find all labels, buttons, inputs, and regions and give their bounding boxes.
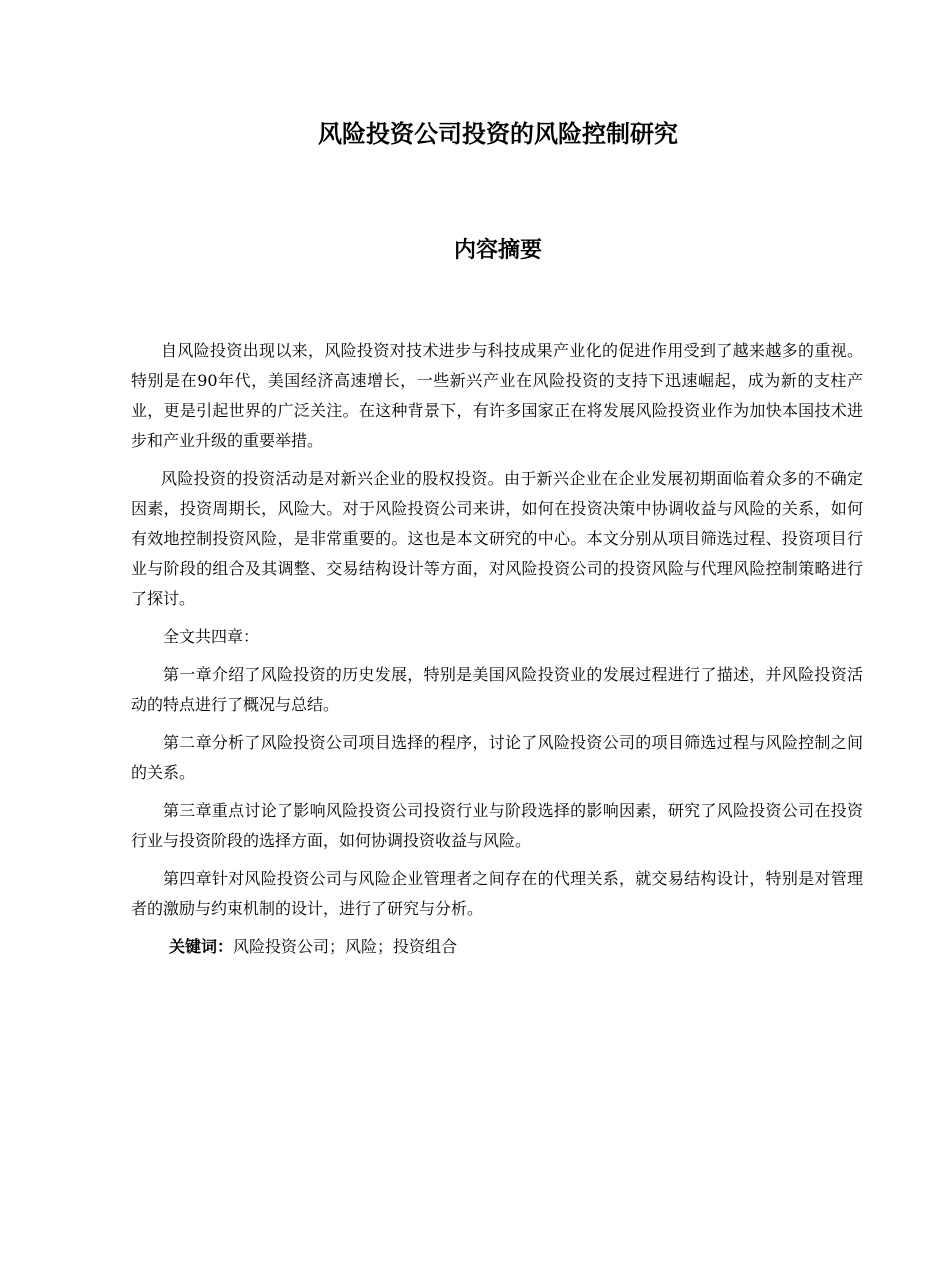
keywords-label: 关键词： xyxy=(169,937,234,956)
keywords-line xyxy=(131,932,863,962)
document-title: 风险投资公司投资的风险控制研究 xyxy=(318,120,678,148)
abstract-paragraph-1: 自风险投资出现以来，风险投资对技术进步与科技成果产业化的促进作用受到了越来越多的重视。特别是在90年代，美国经济高速增长，一些新兴产业在风险投资的支持下迅速崛起，成为新的支柱产业，更是引起世界的广泛关注。在这种背景下，有许多国家正在将发展风险投资业作为加快本国技术进步和产业升级的重要举措。 xyxy=(131,341,863,450)
abstract-paragraph-6: 第三章重点讨论了影响风险投资公司投资行业与阶段选择的影响因素，研究了风险投资公司在投资行业与投资阶段的选择方面，如何协调投资收益与风险。 xyxy=(131,801,863,850)
abstract-paragraph-4: 第一章介绍了风险投资的历史发展，特别是美国风险投资业的发展过程进行了描述，并风险投资活动的特点进行了概况与总结。 xyxy=(131,665,863,714)
abstract-body xyxy=(131,336,863,962)
abstract-paragraph-5: 第二章分析了风险投资公司项目选择的程序，讨论了风险投资公司的项目筛选过程与风险控制之间的关系。 xyxy=(131,733,863,782)
abstract-paragraph-7: 第四章针对风险投资公司与风险企业管理者之间存在的代理关系，就交易结构设计，特别是对管理者的激励与约束机制的设计，进行了研究与分析。 xyxy=(131,869,863,918)
abstract-heading: 内容摘要 xyxy=(453,238,542,263)
abstract-paragraph-2: 风险投资的投资活动是对新兴企业的股权投资。由于新兴企业在企业发展初期面临着众多的不确定因素，投资周期长，风险大。对于风险投资公司来讲，如何在投资决策中协调收益与风险的关系，如何有效地控制投资风险，是非常重要的。这也是本文研究的中心。本文分别从项目筛选过程、投资项目行业与阶段的组合及其调整、交易结构设计等方面，对风险投资公司的投资风险与代理风险控制策略进行了探讨。 xyxy=(131,469,863,608)
abstract-paragraph-3: 全文共四章： xyxy=(163,627,260,646)
keywords-value: 风险投资公司；风险；投资组合 xyxy=(233,937,458,956)
